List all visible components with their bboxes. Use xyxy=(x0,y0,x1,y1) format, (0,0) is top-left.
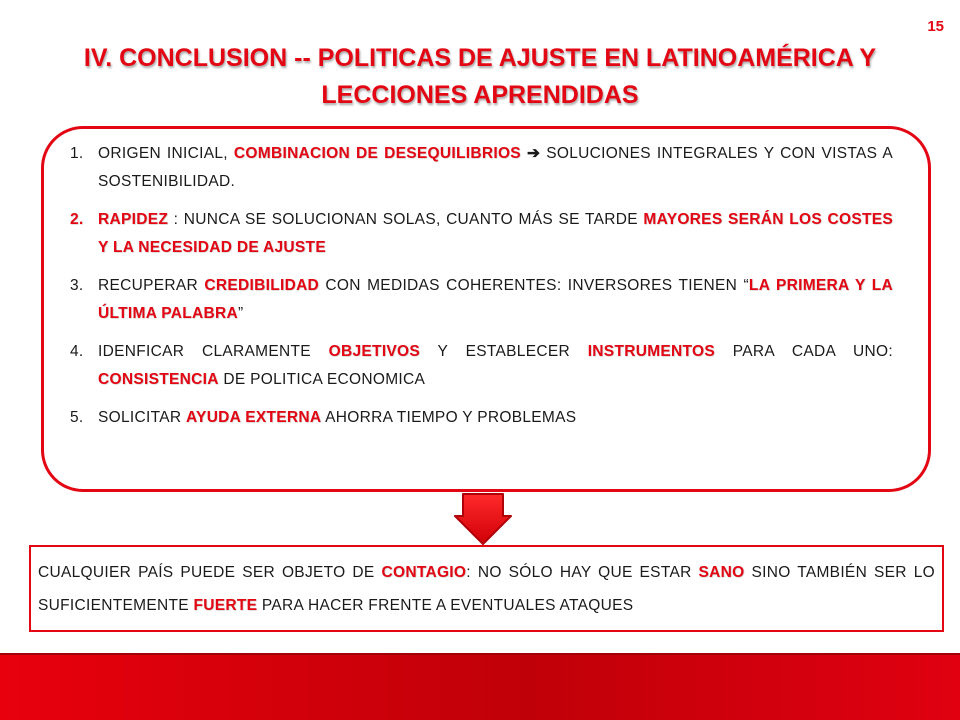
item-number: 3. xyxy=(70,277,84,294)
footer-band xyxy=(0,655,960,720)
text-span: PARA HACER FRENTE A EVENTUALES ATAQUES xyxy=(257,597,634,614)
text-span: DE POLITICA ECONOMICA xyxy=(218,371,426,388)
highlight-span: MAYORES SERÁN LOS COSTES Y LA NECESIDAD DE AJUSTE xyxy=(98,211,894,256)
conclusion-text xyxy=(38,556,935,622)
highlight-span: COMBINACION DE DESEQUILIBRIOS xyxy=(233,145,521,162)
list-item xyxy=(70,272,893,328)
item-number: 4. xyxy=(70,343,84,360)
conclusions-list xyxy=(70,140,893,442)
down-arrow-icon xyxy=(433,492,533,546)
text-span: SOLUCIONES INTEGRALES Y CON VISTAS A SOSTENIBILIDAD. xyxy=(98,145,893,190)
highlight-span: CREDIBILIDAD xyxy=(204,277,320,294)
text-span: AHORRA TIEMPO Y PROBLEMAS xyxy=(321,409,577,426)
highlight-span: RAPIDEZ xyxy=(98,211,169,228)
text-span: RECUPERAR xyxy=(98,277,205,294)
item-text xyxy=(98,140,893,196)
item-text xyxy=(98,272,893,328)
list-item xyxy=(70,404,893,432)
text-span: : NUNCA SE SOLUCIONAN SOLAS, CUANTO MÁS SE TARDE xyxy=(168,211,644,228)
text-span: CUALQUIER PAÍS PUEDE SER OBJETO DE xyxy=(38,564,382,581)
highlight-span: CONTAGIO xyxy=(381,564,467,581)
text-span: : NO SÓLO HAY QUE ESTAR xyxy=(466,564,699,581)
highlight-span: OBJETIVOS xyxy=(328,343,421,360)
slide-title xyxy=(30,40,930,114)
text-span: CON MEDIDAS COHERENTES: INVERSORES TIENEN “ xyxy=(319,277,749,294)
text-span: SOLICITAR xyxy=(98,409,186,426)
text-span: IDENFICAR CLARAMENTE xyxy=(98,343,329,360)
highlight-span: SANO xyxy=(698,564,745,581)
text-span: ” xyxy=(237,305,244,322)
item-number: 5. xyxy=(70,409,84,426)
highlight-span: FUERTE xyxy=(193,597,258,614)
highlight-span: LA PRIMERA Y LA ÚLTIMA PALABRA xyxy=(98,277,893,322)
text-span: SINO TAMBIÉN SER LO SUFICIENTEMENTE xyxy=(38,564,935,614)
text-span: ORIGEN INICIAL, xyxy=(98,145,234,162)
page-number: 15 xyxy=(927,18,944,35)
highlight-span: AYUDA EXTERNA xyxy=(185,409,322,426)
list-item xyxy=(70,338,893,394)
title-line-1: IV. CONCLUSION -- POLITICAS DE AJUSTE EN LATINOAMÉRICA Y xyxy=(83,44,877,72)
highlight-span: INSTRUMENTOS xyxy=(587,343,716,360)
item-number: 1. xyxy=(70,145,84,162)
item-text xyxy=(98,404,893,432)
item-text xyxy=(98,338,893,394)
list-item xyxy=(70,206,893,262)
text-span: PARA CADA UNO: xyxy=(715,343,893,360)
text-span: Y ESTABLECER xyxy=(420,343,588,360)
title-line-2: LECCIONES APRENDIDAS xyxy=(321,81,639,109)
highlight-span: CONSISTENCIA xyxy=(98,371,219,388)
item-number: 2. xyxy=(70,211,84,228)
right-arrow-icon: ➔ xyxy=(520,145,547,162)
list-item xyxy=(70,140,893,196)
item-text xyxy=(98,206,893,262)
